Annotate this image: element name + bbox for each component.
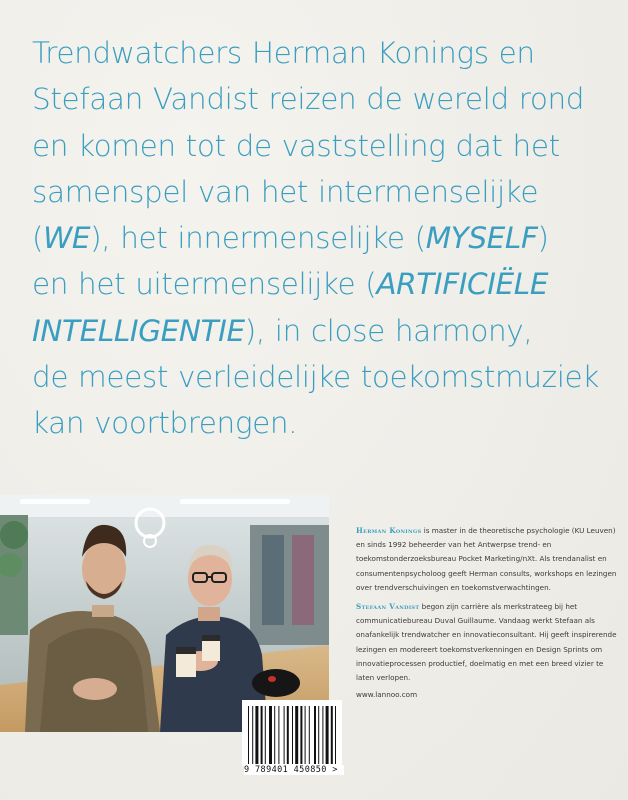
- headline-line-5: [32, 215, 618, 261]
- publisher-website: www.lannoo.com: [356, 690, 418, 699]
- bio-text: begon zijn carrière als merkstrateeg bij het communicatiebureau Duval Guillaume. Vandaag werkt Stefaan als onafankelijk trendwatcher en innovatieconsultant. Hij geeft inspirerende lezingen en modereert toekomstverkenningen en Design Sprints om innovatieprocessen productief, doelmatig en met een breed vizier te laten verlopen.: [356, 602, 617, 683]
- headline-line-4: samenspel van het intermenselijke: [32, 174, 539, 209]
- headline-line-8: de meest verleidelijke toekomstmuziek: [32, 360, 599, 395]
- headline-line-9: kan voortbrengen.: [32, 406, 298, 441]
- headline-line-6: [32, 261, 618, 307]
- headline-line-2: Stefaan Vandist reizen de wereld rond: [32, 82, 585, 117]
- barcode-icon: [242, 700, 342, 766]
- bio-herman-konings: [356, 524, 618, 595]
- headline-text: ), in close harmony,: [244, 313, 533, 348]
- author-photo: [0, 495, 329, 732]
- headline-text: ), het innermenselijke (: [90, 221, 426, 256]
- headline-italic-myself: MYSELF: [425, 221, 538, 256]
- isbn-digits: 9 789401 450850 >: [244, 765, 344, 775]
- headline-text: en het uitermenselijke (: [32, 267, 377, 302]
- headline-line-7: [32, 308, 618, 354]
- headline-text: ): [537, 221, 549, 256]
- barcode-bars: [242, 700, 342, 766]
- headline-text: (: [32, 221, 44, 256]
- headline-italic-artificiele: ARTIFICIËLE: [376, 267, 549, 302]
- headline-line-1: Trendwatchers Herman Konings en: [32, 36, 535, 70]
- headline-line-3: en komen tot de vaststelling dat het: [32, 128, 560, 163]
- author-name: Stefaan Vandist: [356, 602, 420, 611]
- author-photo-illustration: [0, 495, 329, 732]
- bio-text: is master in de theoretische psychologie (KU Leuven) en sinds 1992 beheerder van het Antwerpse trend- en toekomstonderzoeksbureau Pocket Marketing/nXt. Als trendanalist en consumentenpsycholoog geeft Herman consults, workshops en lezingen over trendverschuivingen en toekomstverwachtingen.: [356, 526, 617, 592]
- headline-italic-intelligentie: INTELLIGENTIE: [32, 313, 245, 348]
- blurb-headline: [32, 30, 618, 447]
- bio-stefaan-vandist: [356, 600, 618, 685]
- author-name: Herman Konings: [356, 526, 422, 535]
- headline-italic-we: WE: [43, 221, 91, 256]
